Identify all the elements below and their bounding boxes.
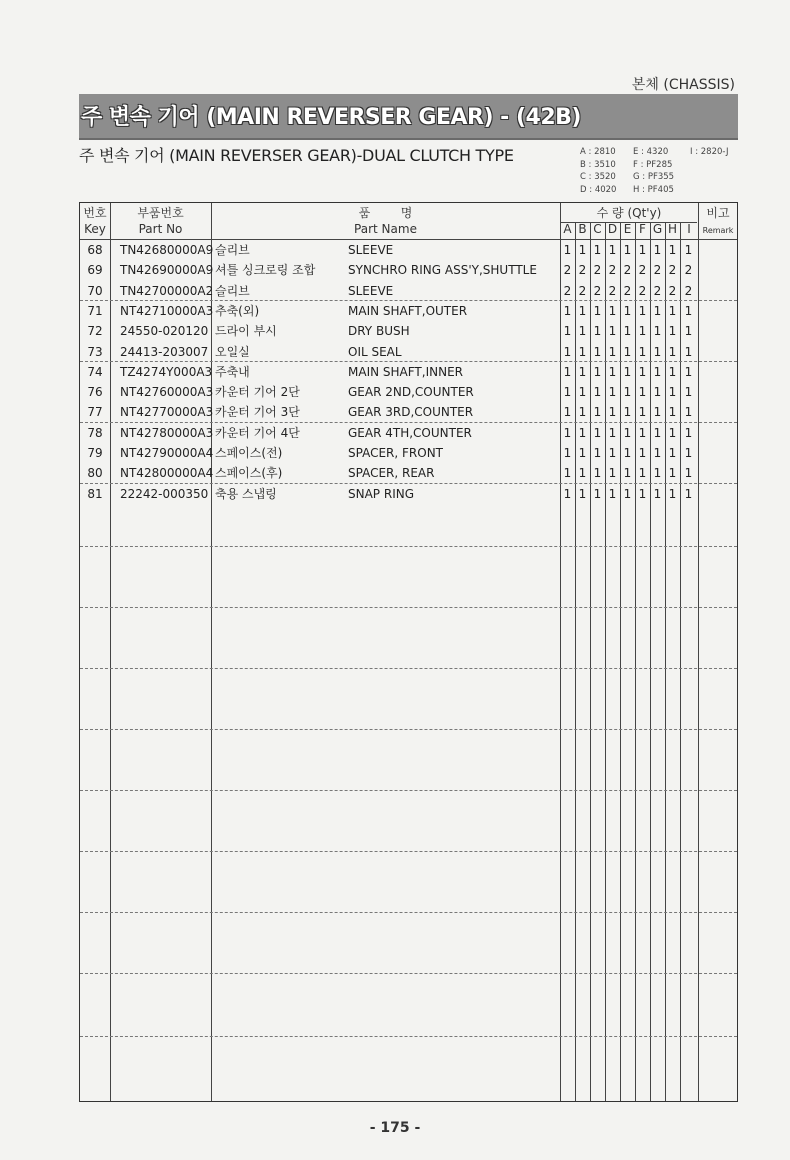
row-part-no: NT42710000A3 <box>120 303 214 318</box>
group-separator <box>80 973 737 974</box>
row-qty: 1 <box>608 425 617 440</box>
row-qty: 1 <box>684 385 693 400</box>
row-name-kr: 카운터 기어 4단 <box>215 425 300 440</box>
row-qty: 1 <box>623 344 632 359</box>
row-qty: 1 <box>684 446 693 460</box>
row-qty: 1 <box>623 303 632 318</box>
row-qty: 1 <box>653 425 662 440</box>
header-key-en: Key <box>84 222 106 236</box>
row-part-no: 24413-203007 <box>120 344 209 359</box>
row-key: 78 <box>87 425 103 440</box>
legend-item: E : 4320 <box>633 147 669 157</box>
row-qty: 1 <box>593 466 602 481</box>
row-qty: 1 <box>563 405 572 420</box>
row-qty: 1 <box>638 425 647 440</box>
row-qty: 1 <box>668 243 677 257</box>
header-qty-col: G <box>652 222 663 236</box>
row-qty: 1 <box>578 364 587 379</box>
row-qty: 1 <box>684 425 693 440</box>
row-part-no: NT42800000A4 <box>120 466 214 481</box>
row-qty: 1 <box>608 303 617 318</box>
row-qty: 1 <box>563 324 572 339</box>
row-qty: 1 <box>623 425 632 440</box>
row-qty: 1 <box>668 324 677 339</box>
row-qty: 1 <box>653 405 662 420</box>
row-part-no: TN42680000A9 <box>120 243 214 257</box>
row-qty: 1 <box>684 303 693 318</box>
row-key: 73 <box>87 344 103 359</box>
header-qty: 수 량 (Qt'y) <box>596 206 662 220</box>
row-part-no: TN42690000A9 <box>120 263 214 278</box>
row-name-kr: 슬리브 <box>215 283 250 298</box>
row-name-kr: 스페이스(후) <box>215 466 283 481</box>
row-qty: 1 <box>684 324 693 339</box>
header-part-no-kr: 부품번호 <box>137 206 184 220</box>
row-part-no: NT42760000A3 <box>120 385 214 400</box>
row-qty: 1 <box>684 243 693 257</box>
row-qty: 1 <box>578 425 587 440</box>
subtitle: 주 변속 기어 (MAIN REVERSER GEAR)-DUAL CLUTCH TYPE <box>79 146 514 165</box>
legend-item: G : PF355 <box>633 172 675 182</box>
row-qty: 1 <box>638 303 647 318</box>
row-key: 70 <box>87 283 103 298</box>
row-name-kr: 스페이스(전) <box>215 446 283 460</box>
header-part-no-en: Part No <box>138 222 183 236</box>
header-qty-col: A <box>563 222 572 236</box>
row-name-en: GEAR 4TH,COUNTER <box>348 425 472 440</box>
row-qty: 1 <box>623 243 632 257</box>
group-separator <box>80 607 737 608</box>
row-qty: 1 <box>563 243 572 257</box>
row-part-no: NT42770000A3 <box>120 405 214 420</box>
row-name-en: DRY BUSH <box>348 324 410 339</box>
row-qty: 1 <box>593 425 602 440</box>
legend-item: C : 3520 <box>580 172 616 182</box>
row-key: 71 <box>87 303 103 318</box>
row-part-no: NT42790000A4 <box>120 446 214 460</box>
row-qty: 1 <box>593 344 602 359</box>
row-name-kr: 축용 스냅링 <box>215 486 277 501</box>
row-qty: 2 <box>578 263 587 278</box>
row-qty: 1 <box>623 385 632 400</box>
row-qty: 1 <box>638 243 647 257</box>
group-separator <box>80 546 737 547</box>
row-qty: 1 <box>593 364 602 379</box>
row-qty: 1 <box>593 243 602 257</box>
row-qty: 1 <box>638 405 647 420</box>
row-qty: 1 <box>684 364 693 379</box>
row-qty: 1 <box>608 243 617 257</box>
row-qty: 1 <box>593 405 602 420</box>
col-rule <box>698 203 699 1101</box>
row-qty: 1 <box>563 303 572 318</box>
row-qty: 2 <box>593 283 602 298</box>
row-qty: 1 <box>563 344 572 359</box>
row-key: 74 <box>87 364 103 379</box>
row-qty: 2 <box>668 283 677 298</box>
row-name-en: GEAR 3RD,COUNTER <box>348 405 474 420</box>
row-qty: 1 <box>623 405 632 420</box>
row-qty: 2 <box>608 283 617 298</box>
col-rule <box>211 203 212 1101</box>
banner-title: 주 변속 기어 (MAIN REVERSER GEAR) - (42B) <box>81 105 581 130</box>
row-qty: 1 <box>668 425 677 440</box>
row-qty: 2 <box>638 283 647 298</box>
row-qty: 2 <box>684 263 693 278</box>
row-qty: 1 <box>563 364 572 379</box>
row-name-en: SLEEVE <box>348 283 394 298</box>
header-name-en: Part Name <box>354 222 417 236</box>
row-name-kr: 추축(외) <box>215 303 260 318</box>
row-qty: 1 <box>653 466 662 481</box>
group-separator <box>80 1036 737 1037</box>
row-qty: 2 <box>623 283 632 298</box>
row-name-kr: 슬리브 <box>215 243 250 257</box>
row-qty: 2 <box>638 263 647 278</box>
section-label: 본체 (CHASSIS) <box>631 77 735 93</box>
row-qty: 1 <box>608 446 617 460</box>
row-qty: 1 <box>668 385 677 400</box>
row-qty: 1 <box>638 364 647 379</box>
row-qty: 1 <box>563 466 572 481</box>
row-qty: 1 <box>608 385 617 400</box>
row-name-en: MAIN SHAFT,OUTER <box>348 303 468 318</box>
legend-item: H : PF405 <box>633 184 674 195</box>
row-qty: 1 <box>653 385 662 400</box>
row-name-en: SPACER, REAR <box>348 466 435 481</box>
legend-item: I : 2820-J <box>690 147 729 157</box>
row-name-kr: 셔틀 싱크로링 조합 <box>215 263 316 278</box>
row-qty: 1 <box>593 446 602 460</box>
row-qty: 2 <box>623 263 632 278</box>
row-name-en: SLEEVE <box>348 243 394 257</box>
row-key: 69 <box>87 263 103 278</box>
header-remark-kr: 비고 <box>706 206 730 220</box>
row-qty: 1 <box>593 324 602 339</box>
row-qty: 1 <box>623 324 632 339</box>
row-key: 79 <box>87 446 103 460</box>
row-qty: 1 <box>684 466 693 481</box>
row-qty: 1 <box>578 303 587 318</box>
model-legend-col-1 <box>580 146 616 196</box>
header-qty-col: B <box>578 222 587 236</box>
row-qty: 1 <box>593 486 602 501</box>
row-qty: 1 <box>608 405 617 420</box>
row-qty: 1 <box>668 364 677 379</box>
row-qty: 1 <box>653 303 662 318</box>
row-qty: 2 <box>563 263 572 278</box>
row-part-no: NT42780000A3 <box>120 425 214 440</box>
header-remark-en: Remark <box>702 226 734 235</box>
row-qty: 1 <box>638 324 647 339</box>
row-qty: 1 <box>668 303 677 318</box>
row-qty: 1 <box>638 486 647 501</box>
row-qty: 2 <box>653 283 662 298</box>
row-qty: 1 <box>668 405 677 420</box>
row-key: 77 <box>87 405 103 420</box>
legend-item: D : 4020 <box>580 184 617 195</box>
model-legend-col-3 <box>690 146 728 159</box>
row-name-en: SPACER, FRONT <box>348 446 444 460</box>
header-qty-col: H <box>667 222 678 236</box>
row-qty: 1 <box>593 385 602 400</box>
row-qty: 2 <box>578 283 587 298</box>
row-qty: 1 <box>563 486 572 501</box>
row-key: 68 <box>87 243 103 257</box>
row-part-no: 24550-020120 <box>120 324 209 339</box>
group-separator <box>80 668 737 669</box>
group-separator <box>80 790 737 791</box>
row-qty: 1 <box>563 446 572 460</box>
row-part-no: TZ4274Y000A3 <box>120 364 213 379</box>
row-name-kr: 드라이 부시 <box>215 324 277 339</box>
header-qty-col: F <box>639 222 646 236</box>
row-qty: 1 <box>623 486 632 501</box>
row-qty: 1 <box>653 324 662 339</box>
row-qty: 2 <box>608 263 617 278</box>
row-qty: 1 <box>608 344 617 359</box>
row-qty: 1 <box>623 466 632 481</box>
row-qty: 1 <box>608 364 617 379</box>
row-qty: 1 <box>653 446 662 460</box>
header-qty-col: E <box>623 222 632 236</box>
row-key: 81 <box>87 486 103 501</box>
row-qty: 1 <box>578 385 587 400</box>
row-name-kr: 카운터 기어 2단 <box>215 385 300 400</box>
row-key: 76 <box>87 385 103 400</box>
row-name-kr: 카운터 기어 3단 <box>215 405 300 420</box>
row-qty: 1 <box>668 466 677 481</box>
row-qty: 1 <box>638 446 647 460</box>
row-qty: 1 <box>638 466 647 481</box>
header-qty-col: I <box>687 222 691 236</box>
row-qty: 2 <box>563 283 572 298</box>
row-qty: 1 <box>608 324 617 339</box>
title-banner <box>79 94 738 140</box>
parts-table <box>79 202 738 1102</box>
row-qty: 1 <box>668 486 677 501</box>
row-qty: 1 <box>563 385 572 400</box>
row-qty: 2 <box>653 263 662 278</box>
col-rule <box>110 203 111 1101</box>
row-qty: 1 <box>653 344 662 359</box>
row-qty: 1 <box>608 466 617 481</box>
group-separator <box>80 729 737 730</box>
row-qty: 1 <box>684 344 693 359</box>
row-qty: 1 <box>578 324 587 339</box>
row-qty: 1 <box>578 446 587 460</box>
row-qty: 1 <box>623 364 632 379</box>
row-qty: 1 <box>668 446 677 460</box>
legend-item: F : PF285 <box>633 159 673 170</box>
group-separator <box>80 912 737 913</box>
row-name-en: SYNCHRO RING ASS'Y,SHUTTLE <box>348 263 537 278</box>
row-qty: 2 <box>684 283 693 298</box>
row-qty: 1 <box>593 303 602 318</box>
row-qty: 1 <box>684 486 693 501</box>
row-part-no: 22242-000350 <box>120 486 209 501</box>
row-qty: 1 <box>578 405 587 420</box>
row-name-en: SNAP RING <box>348 486 415 501</box>
row-key: 72 <box>87 324 103 339</box>
row-qty: 1 <box>608 486 617 501</box>
header-qty-col: D <box>607 222 618 236</box>
row-qty: 1 <box>653 486 662 501</box>
row-qty: 1 <box>578 344 587 359</box>
row-qty: 1 <box>563 425 572 440</box>
row-qty: 1 <box>623 446 632 460</box>
row-qty: 1 <box>638 344 647 359</box>
row-qty: 2 <box>593 263 602 278</box>
page-number: - 175 - <box>369 1120 421 1136</box>
row-qty: 1 <box>638 385 647 400</box>
row-name-en: MAIN SHAFT,INNER <box>348 364 463 379</box>
row-name-en: GEAR 2ND,COUNTER <box>348 385 474 400</box>
row-qty: 2 <box>668 263 677 278</box>
row-qty: 1 <box>653 364 662 379</box>
row-qty: 1 <box>578 243 587 257</box>
row-qty: 1 <box>668 344 677 359</box>
row-qty: 1 <box>684 405 693 420</box>
header-name-kr: 품 명 <box>358 206 413 220</box>
legend-item: B : 3510 <box>580 159 616 170</box>
header-key-kr: 번호 <box>83 206 107 220</box>
row-qty: 1 <box>653 243 662 257</box>
row-name-kr: 오일실 <box>215 344 250 359</box>
row-qty: 1 <box>578 466 587 481</box>
legend-item: A : 2810 <box>580 147 616 157</box>
header-qty-col: C <box>593 222 602 236</box>
row-name-en: OIL SEAL <box>348 344 402 359</box>
row-key: 80 <box>87 466 103 481</box>
row-part-no: TN42700000A2 <box>120 283 214 298</box>
model-legend-col-2 <box>633 146 674 196</box>
group-separator <box>80 851 737 852</box>
row-name-kr: 주축내 <box>215 364 250 379</box>
row-qty: 1 <box>578 486 587 501</box>
